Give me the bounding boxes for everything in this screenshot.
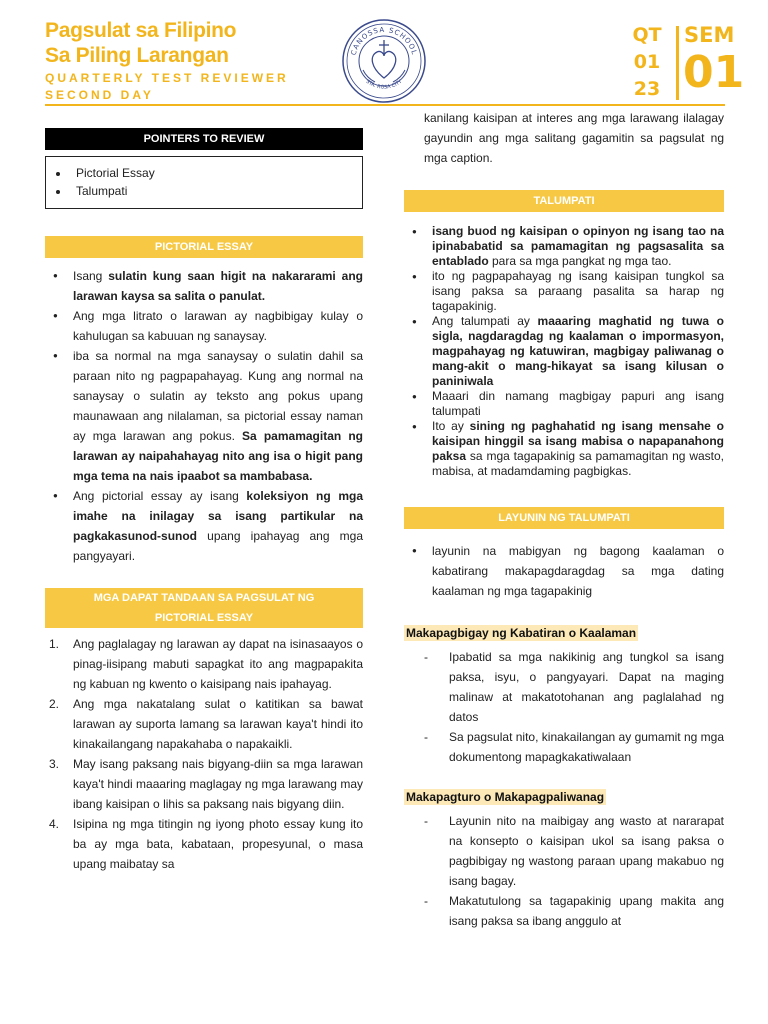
item-number: 3. <box>49 757 60 771</box>
qt-label: QT <box>632 24 662 46</box>
list-item: ● Ang mga litrato o larawan ay nagbibigay kulay o kahulugan sa kabuuan ng sanaysay. <box>45 306 363 346</box>
item-text: May isang paksang nais bigyang-diin sa mga larawan kaya't hindi maaaring maglagay ng mga larawang may ibang kaisipan o lihis sa paksang nais bigyang diin. <box>73 757 363 811</box>
list-item: - Layunin nito na maibigay ang wasto at nararapat na konsepto o kaisipan ukol sa isang paksa o pagbibigay ng wastong paraan upang makabuo ng isang bagay. <box>404 811 724 891</box>
item-number: 1. <box>49 637 60 651</box>
text-run: sa mga tagapakinig sa pamamagitan ng wasto, mabisa, at madamdaming pagbigkas. <box>432 449 724 478</box>
numbered-item <box>45 634 363 694</box>
svg-text:STA. ROSA CITY <box>365 78 404 90</box>
paliwanag-list <box>404 811 724 931</box>
left-column <box>45 128 363 874</box>
paliwanag-heading-row <box>404 787 724 807</box>
item-number: 2. <box>49 697 60 711</box>
pointers-list <box>45 156 363 209</box>
bold-text-run: maaaring maghatid ng tuwa o sigla, nagdaragdag ng kaalaman o impormasyon, magpahayag ng katuwiran, magbigay paliwanag o mang-akit o mang-hikayat sa isang kilusan o paniniwala <box>432 314 724 388</box>
pictorial-essay-heading: PICTORIAL ESSAY <box>45 236 363 258</box>
title-line-2: Sa Piling Larangan <box>45 44 229 67</box>
kabatiran-list <box>404 647 724 767</box>
paliwanag-heading: Makapagturo o Makapagpaliwanag <box>406 790 605 804</box>
title-line-1: Pagsulat sa Filipino <box>45 19 237 42</box>
sem-number: 01 <box>683 47 745 98</box>
list-item <box>45 486 363 566</box>
qt-number-bottom: 23 <box>633 78 661 100</box>
seal-top-text: CANOSSA SCHOOL <box>349 25 419 57</box>
quarter-semester-block <box>628 22 745 102</box>
subtitle-line-1: QUARTERLY TEST REVIEWER <box>45 71 289 85</box>
list-item <box>404 419 724 479</box>
text-run: iba sa normal na mga sanaysay o sulatin dahil sa paraan nito ng pagpapahayag. Kung ang normal na sanaysay o sulatin ay teksto ang pokus upang maunawaan ang nilalaman, sa pictorial essay naman ay mga larawan ang pokus. <box>73 349 363 443</box>
right-column <box>404 108 724 931</box>
list-item: ● Maaari din namang magbigay papuri ang isang talumpati <box>404 389 724 419</box>
kabatiran-heading: Makapagbigay ng Kabatiran o Kaalaman <box>406 626 637 640</box>
item-text: Ang paglalagay ng larawan ay dapat na isinasaayos o pinag-iisipang mabuti sapagkat ito ang magpapakita ng kabuan ng kwento o kaisipang nais ipahayag. <box>73 637 363 691</box>
list-item <box>45 266 363 306</box>
list-item: - Sa pagsulat nito, kinakailangan ay gumamit ng mga dokumentong mapagkakatiwalaan <box>404 727 724 767</box>
school-seal-logo <box>341 18 427 104</box>
bold-text-run: sining ng paghahatid ng isang mensahe o kaisipan hinggil sa isang mabisa o napapanahong paksa <box>432 419 724 463</box>
text-run: upang ipahayag ang mga pangyayari. <box>73 529 363 563</box>
text-run: Isang <box>73 269 109 283</box>
sem-label: SEM <box>684 23 735 47</box>
text-run: Ang pictorial essay ay isang <box>73 489 247 503</box>
list-item: ● layunin na mabigyan ng bagong kaalaman o kabatirang makapagdaragdag sa mga dating kaalaman ng mga tagapakinig <box>404 541 724 601</box>
pointer-item: • Talumpati <box>70 182 352 200</box>
item-text: Isipina ng mga titingin ng iyong photo essay kung ito ba ay mga bata, kabataan, propesyunal, o masa upang maibatay sa <box>73 817 363 871</box>
talumpati-heading: TALUMPATI <box>404 190 724 212</box>
talumpati-list <box>404 224 724 479</box>
layunin-heading: LAYUNIN NG TALUMPATI <box>404 507 724 529</box>
seal-bottom-text: STA. ROSA CITY <box>364 78 404 91</box>
page-header <box>0 0 768 106</box>
pointer-item: • Pictorial Essay <box>70 164 352 182</box>
quarter-test-label <box>628 22 666 103</box>
pointers-heading: POINTERS TO REVIEW <box>45 128 363 150</box>
item-number: 4. <box>49 817 60 831</box>
list-item: - Makatutulong sa tagapakinig upang makita ang isang paksa sa ibang anggulo at <box>404 891 724 931</box>
bold-text-run: koleksiyon ng mga imahe na inilagay sa isang partikular na pagkakasunod-sunod <box>73 489 363 543</box>
bold-text-run: sulatin kung saan higit na nakararami ang larawan kaysa sa salita o panulat. <box>73 269 363 303</box>
header-divider <box>45 104 725 106</box>
continued-paragraph: kanilang kaisipan at interes ang mga larawang ilalagay gayundin ang mga salitang gagamitin sa pagsulat ng mga caption. <box>424 111 724 165</box>
list-item <box>404 314 724 389</box>
numbered-item <box>45 754 363 814</box>
document-subtitle <box>45 70 289 104</box>
text-run: Ito ay <box>432 419 470 433</box>
list-item: - Ipabatid sa mga nakikinig ang tungkol sa isang paksa, isyu, o pangyayari. Dapat na maging malinaw at makatotohanan ang paglalahad ng datos <box>404 647 724 727</box>
item-text: Ang mga nakatalang sulat o katitikan sa bawat larawan ay suporta lamang sa larawan kaya't hindi ito kinakailangang napakahaba o napakaikli. <box>73 697 363 751</box>
list-item <box>404 224 724 269</box>
text-run: para sa mga pangkat ng mga tao. <box>488 254 672 268</box>
dapat-tandaan-list <box>45 634 363 874</box>
document-title <box>45 18 236 68</box>
list-item: ● ito ng pagpapahayag ng isang kaisipan tungkol sa isang paksa sa paraang pasalita sa harap ng tagapakinig. <box>404 269 724 314</box>
qt-number-top: 01 <box>633 51 661 73</box>
dapat-tandaan-heading: MGA DAPAT TANDAAN SA PAGSULAT NG PICTORIAL ESSAY <box>45 588 363 628</box>
subtitle-line-2: SECOND DAY <box>45 88 154 102</box>
divider-bar <box>676 26 679 100</box>
bold-text-run: Sa pamamagitan ng larawan ay naipahahayag nito ang isa o higit pang mga tema na nais ipaabot sa mambabasa. <box>73 429 363 483</box>
text-run: Ang talumpati ay <box>432 314 538 328</box>
pictorial-essay-list <box>45 266 363 566</box>
numbered-item <box>45 814 363 874</box>
list-item <box>45 346 363 486</box>
kabatiran-heading-row <box>404 623 724 643</box>
numbered-item <box>45 694 363 754</box>
bold-text-run: isang buod ng kaisipan o opinyon ng isang tao na ipinababatid sa pamamagitan ng pagsasalita sa entablado <box>432 224 724 268</box>
layunin-list <box>404 541 724 601</box>
